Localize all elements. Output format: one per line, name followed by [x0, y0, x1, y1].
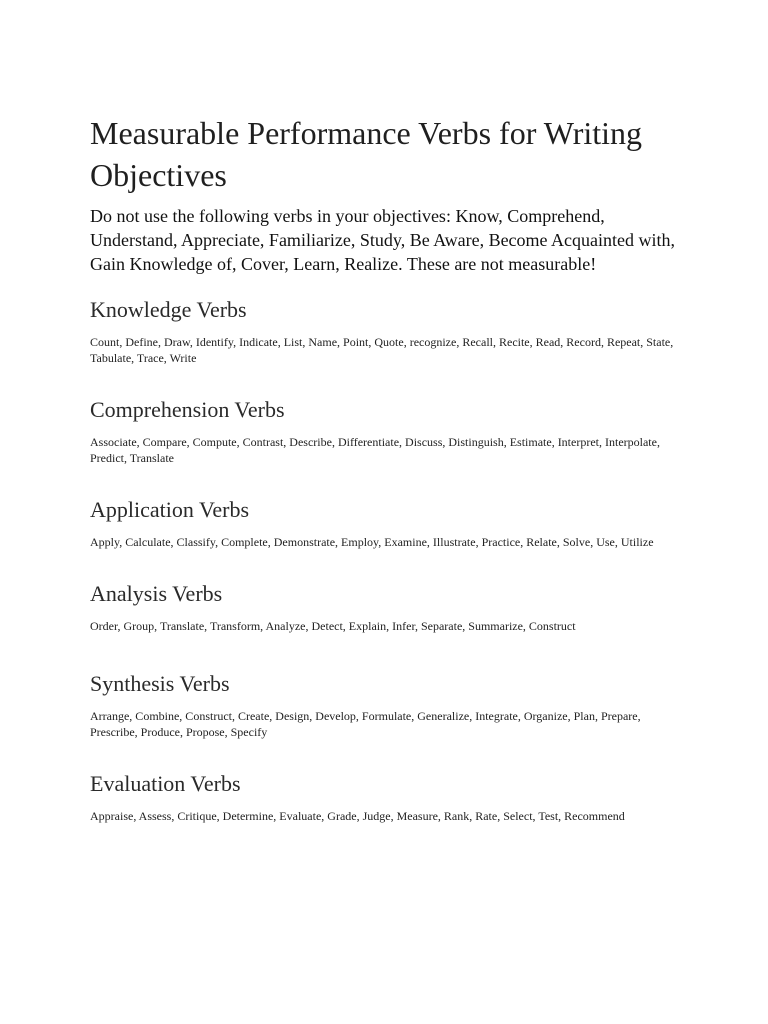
section-heading: Evaluation Verbs	[90, 771, 241, 796]
page-title: Measurable Performance Verbs for Writing Objectives	[90, 115, 643, 193]
section-heading: Synthesis Verbs	[90, 671, 230, 696]
section-knowledge-verbs	[90, 296, 690, 366]
intro-paragraph: Do not use the following verbs in your objectives: Know, Comprehend, Understand, Appreciate, Familiarize, Study, Be Aware, Become Acquainted with, Gain Knowledge of, Cover, Learn, Realize. These are not measurable!	[90, 206, 676, 274]
section-body: Apply, Calculate, Classify, Complete, Demonstrate, Employ, Examine, Illustrate, Practice, Relate, Solve, Use, Utilize	[90, 535, 654, 549]
section-body: Order, Group, Translate, Transform, Analyze, Detect, Explain, Infer, Separate, Summarize, Construct	[90, 619, 576, 633]
document-page	[90, 112, 690, 860]
section-synthesis-verbs	[90, 670, 690, 740]
section-heading: Knowledge Verbs	[90, 297, 247, 322]
section-body: Arrange, Combine, Construct, Create, Design, Develop, Formulate, Generalize, Integrate, Organize, Plan, Prepare, Prescribe, Produce, Propose, Specify	[90, 709, 641, 739]
section-heading: Application Verbs	[90, 497, 250, 522]
section-heading: Comprehension Verbs	[90, 397, 285, 422]
section-heading: Analysis Verbs	[90, 581, 223, 606]
section-application-verbs	[90, 496, 690, 550]
section-comprehension-verbs	[90, 396, 690, 466]
section-body: Appraise, Assess, Critique, Determine, Evaluate, Grade, Judge, Measure, Rank, Rate, Select, Test, Recommend	[90, 809, 625, 823]
section-evaluation-verbs	[90, 770, 690, 824]
section-analysis-verbs	[90, 580, 690, 634]
section-body: Associate, Compare, Compute, Contrast, Describe, Differentiate, Discuss, Distinguish, Estimate, Interpret, Interpolate, Predict, Translate	[90, 435, 660, 465]
section-body: Count, Define, Draw, Identify, Indicate, List, Name, Point, Quote, recognize, Recall, Recite, Read, Record, Repeat, State, Tabulate, Trace, Write	[90, 335, 674, 365]
